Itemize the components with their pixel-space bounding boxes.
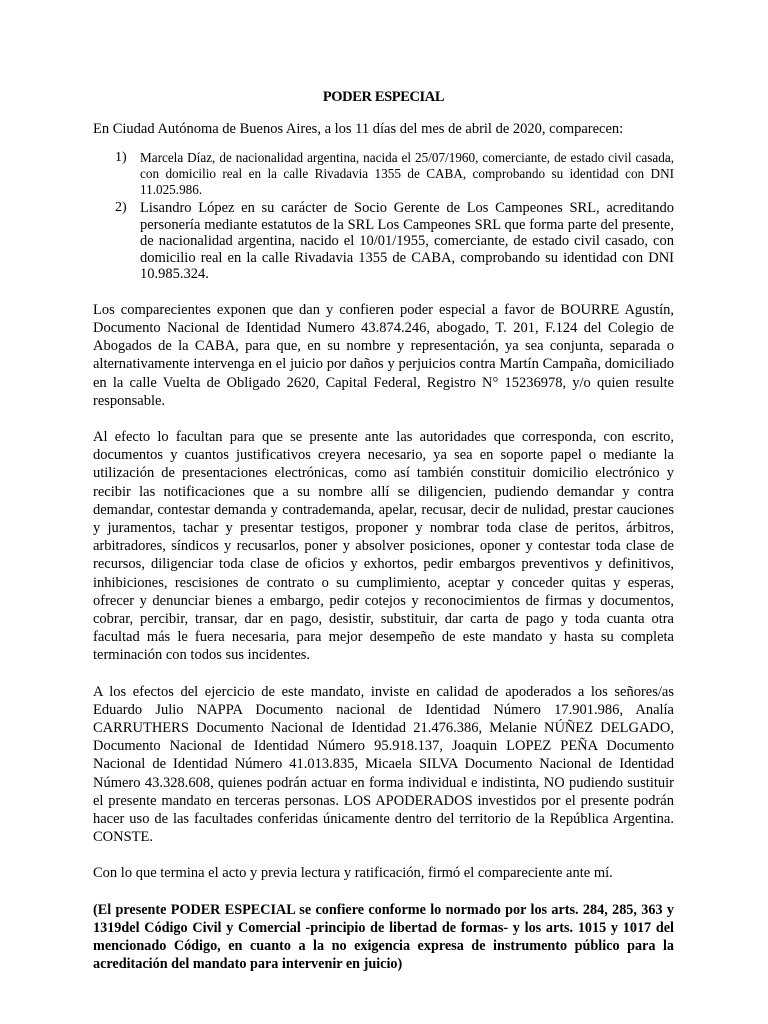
- document-title: PODER ESPECIAL: [322, 89, 445, 105]
- attorneys-paragraph: A los efectos del ejercicio de este mandato, inviste en calidad de apoderados a los señores/as Eduardo Julio NAPPA Documento nacional de Identidad Número 17.901.986, Analía CARRUTHERS Documento Nacional de Identidad 21.476.386, Melanie NÚÑEZ DELGADO, Documento Nacional de Identidad Número 95.918.137, Joaquin LOPEZ PEÑA Documento Nacional de Identidad Número 41.013.835, Micaela SILVA Documento Nacional de Identidad Número 43.328.608, quienes podrán actuar en forma individual e indistinta, NO pudiendo sustituir el presente mandato en terceras personas. LOS APODERADOS investidos por el presente podrán hacer uso de las facultades conferidas únicamente dentro del territorio de la República Argentina. CONSTE.: [93, 683, 674, 846]
- list-item-number: 1): [115, 150, 127, 166]
- powers-paragraph: Al efecto lo facultan para que se presente ante las autoridades que corresponda, con escrito, documentos y cuantos justificativos creyera necesario, ya sea en soporte papel o mediante la utilización de presentaciones electrónicas, como así también constituir domicilio electrónico y recibir las notificaciones que a su nombre allí se diligencien, pudiendo demandar y contra demandar, contestar demanda y contrademanda, apelar, recusar, decir de nulidad, prestar cauciones y juramentos, tachar y presentar testigos, proponer y nombrar toda clase de peritos, árbitros, arbitradores, síndicos y recusarlos, poner y absolver posiciones, oponer y contestar toda clase de recursos, diligenciar toda clase de oficios y exhortos, pedir embargos preventivos y definitivos, inhibiciones, rescisiones de contrato o su cumplimiento, aceptar y conceder quitas y esperas, ofrecer y denunciar bienes a embargo, pedir cotejos y reconocimientos de firmas y documentos, cobrar, percibir, transar, dar en pago, desistir, substituir, dar carta de pago y toda cuanta otra facultad más le fuera necesaria, para mejor desempeño de este mandato y hasta su completa terminación con todos sus incidentes.: [93, 428, 674, 664]
- list-item-number: 2): [115, 200, 127, 216]
- document-body: [93, 88, 674, 973]
- list-item: [93, 150, 674, 198]
- intro-paragraph: En Ciudad Autónoma de Buenos Aires, a los 11 días del mes de abril de 2020, comparecen:: [93, 121, 624, 137]
- grant-paragraph: Los comparecientes exponen que dan y confieren poder especial a favor de BOURRE Agustín, Documento Nacional de Identidad Numero 43.874.246, abogado, T. 201, F.124 del Colegio de Abogados de la CABA, para que, en su nombre y representación, ya sea conjunta, separada o alternativamente intervenga en el juicio por daños y perjuicios contra Martín Campaña, domiciliado en la calle Vuelta de Obligado 2620, Capital Federal, Registro N° 15236978, y/o quien resulte responsable.: [93, 301, 674, 409]
- appearing-parties-list: [93, 150, 674, 283]
- list-item-text: Lisandro López en su carácter de Socio Gerente de Los Campeones SRL, acreditando personería mediante estatutos de la SRL Los Campeones SRL que forma parte del presente, de nacionalidad argentina, nacido el 10/01/1955, comerciante, de estado civil casado, con domicilio real en la calle Rivadavia 1355 de CABA, comprobando su identidad con DNI 10.985.324.: [140, 200, 674, 283]
- closing-paragraph: Con lo que termina el acto y previa lectura y ratificación, firmó el compareciente ante mí.: [93, 865, 613, 882]
- list-item: [93, 200, 674, 283]
- list-item-text: Marcela Díaz, de nacionalidad argentina, nacida el 25/07/1960, comerciante, de estado civil casada, con domicilio real en la calle Rivadavia 1355 de CABA, comprobando su identidad con DNI 11.025.986.: [140, 150, 674, 198]
- legal-note: (El presente PODER ESPECIAL se confiere conforme lo normado por los arts. 284, 285, 363 y 1319del Código Civil y Comercial -principio de libertad de formas- y los arts. 1015 y 1017 del mencionado Código, en cuanto a la no exigencia expresa de instrumento público para la acreditación del mandato para intervenir en juicio): [93, 901, 674, 973]
